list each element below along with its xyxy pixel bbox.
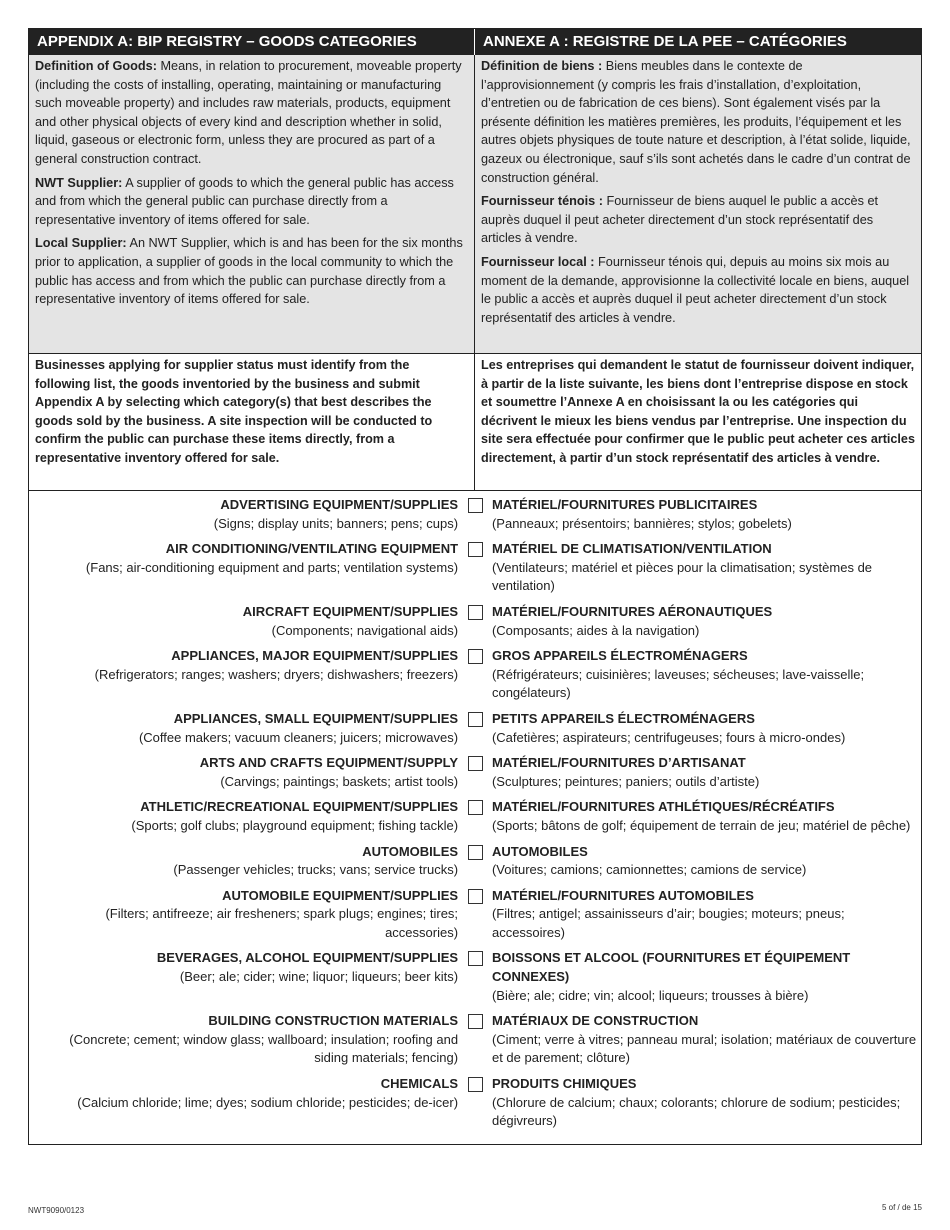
category-desc-fr: (Réfrigérateurs; cuisinières; laveuses; sécheuses; lave-vaisselle; congélateurs) [491, 666, 865, 701]
category-checkbox[interactable] [468, 712, 483, 727]
header-title-fr: ANNEXE A : REGISTRE DE LA PEE – CATÉGORIES [475, 29, 921, 55]
category-checkbox[interactable] [468, 756, 483, 771]
category-title-en: APPLIANCES, MAJOR EQUIPMENT/SUPPLIES [171, 648, 459, 664]
category-checkbox-cell [458, 754, 492, 771]
category-title-en: AUTOMOBILES [362, 843, 459, 859]
category-checkbox-cell [458, 710, 492, 727]
category-title-en: APPLIANCES, SMALL EQUIPMENT/SUPPLIES [173, 710, 459, 726]
category-en [29, 540, 458, 577]
category-desc-en: (Passenger vehicles; trucks; vans; service trucks) [173, 862, 459, 878]
category-checkbox[interactable] [468, 542, 483, 557]
category-desc-fr: (Bière; ale; cidre; vin; alcool; liqueurs; trousses à bière) [491, 987, 809, 1003]
category-en [29, 647, 458, 684]
category-en [29, 798, 458, 835]
category-en [29, 1075, 458, 1112]
page-number: 5 of / de 15 [881, 1203, 922, 1212]
definition-term: Local Supplier: [35, 236, 127, 251]
category-fr [492, 603, 921, 640]
definition-term: NWT Supplier: [35, 175, 123, 190]
category-fr [492, 798, 921, 835]
category-row [29, 798, 921, 835]
category-checkbox-cell [458, 496, 492, 513]
category-checkbox-cell [458, 949, 492, 966]
category-desc-en: (Beer; ale; cider; wine; liquor; liqueurs; beer kits) [179, 969, 459, 985]
category-row [29, 887, 921, 943]
definition-paragraph [481, 57, 915, 187]
category-checkbox[interactable] [468, 845, 483, 860]
category-fr [492, 1075, 921, 1131]
category-en [29, 496, 458, 533]
category-checkbox[interactable] [468, 498, 483, 513]
category-checkbox-cell [458, 1012, 492, 1029]
definitions-row [29, 55, 921, 353]
category-title-fr: PETITS APPAREILS ÉLECTROMÉNAGERS [491, 710, 755, 726]
category-en [29, 754, 458, 791]
definitions-en [29, 55, 475, 353]
category-checkbox-cell [458, 887, 492, 904]
category-title-en: BEVERAGES, ALCOHOL EQUIPMENT/SUPPLIES [156, 950, 459, 966]
category-en [29, 1012, 458, 1068]
definition-text: Fournisseur ténois qui, depuis au moins six mois au moment de la demande, approvisionne la collectivité locale en biens, auquel le public a accès et auprès duquel il peut acheter directement d’un stock représentatif des articles à vendre. [481, 254, 910, 325]
category-desc-en: (Components; navigational aids) [271, 622, 459, 638]
intro-en: Businesses applying for supplier status must identify from the following list, the goods inventoried by the business and submit Appendix A by selecting which category(s) that best describes the goods sold by the business. A site inspection will be conducted to confirm the public can purchase these items directly, from a representative inventory offered for sale. [29, 354, 475, 490]
category-desc-fr: (Sports; bâtons de golf; équipement de terrain de jeu; matériel de pêche) [491, 817, 911, 833]
category-checkbox-cell [458, 647, 492, 664]
category-desc-fr: (Panneaux; présentoirs; bannières; stylos; gobelets) [491, 515, 792, 531]
category-desc-en: (Sports; golf clubs; playground equipment; fishing tackle) [131, 817, 459, 833]
category-checkbox-cell [458, 540, 492, 557]
category-en [29, 949, 458, 986]
category-desc-en: (Filters; antifreeze; air fresheners; spark plugs; engines; tires; accessories) [105, 906, 459, 940]
category-fr [492, 496, 921, 533]
category-title-fr: MATÉRIEL/FOURNITURES ATHLÉTIQUES/RÉCRÉATIFS [491, 799, 835, 815]
intro-row [29, 353, 921, 491]
category-fr [492, 710, 921, 747]
category-fr [492, 540, 921, 596]
category-row [29, 710, 921, 747]
category-desc-en: (Calcium chloride; lime; dyes; sodium chloride; pesticides; de-icer) [77, 1094, 459, 1110]
category-fr [492, 949, 921, 1005]
category-row [29, 540, 921, 596]
definitions-fr [475, 55, 921, 353]
category-en [29, 710, 458, 747]
category-desc-fr: (Ventilateurs; matériel et pièces pour la climatisation; systèmes de ventilation) [491, 559, 873, 594]
definition-paragraph [35, 57, 468, 169]
category-list [29, 491, 921, 1144]
definition-paragraph [481, 253, 915, 327]
definition-text: An NWT Supplier, which is and has been for the six months prior to application, a supplier of goods in the local community to which the public has access and from which the public can purchase directly from a representative inventory of items offered for sale. [35, 236, 463, 307]
category-title-fr: MATÉRIEL/FOURNITURES AUTOMOBILES [491, 887, 754, 903]
category-title-en: BUILDING CONSTRUCTION MATERIALS [208, 1013, 459, 1029]
definition-text: A supplier of goods to which the general public has access and from which the general public can purchase directly from a representative inventory of items offered for sale. [35, 175, 454, 227]
category-desc-fr: (Cafetières; aspirateurs; centrifugeuses; fours à micro-ondes) [491, 729, 846, 745]
definition-text: Fournisseur de biens auquel le public a accès et auprès duquel il peut acheter directement d’un stock représentatif des articles à vendre. [481, 194, 879, 246]
category-checkbox[interactable] [468, 951, 483, 966]
category-title-en: AUTOMOBILE EQUIPMENT/SUPPLIES [222, 887, 459, 903]
category-checkbox-cell [458, 603, 492, 620]
category-title-fr: PRODUITS CHIMIQUES [491, 1076, 637, 1092]
category-desc-en: (Refrigerators; ranges; washers; dryers; dishwashers; freezers) [94, 666, 459, 682]
category-row [29, 496, 921, 533]
category-title-fr: GROS APPAREILS ÉLECTROMÉNAGERS [491, 648, 748, 664]
category-title-en: CHEMICALS [380, 1076, 459, 1092]
category-row [29, 647, 921, 703]
definition-term: Définition de biens : [481, 59, 603, 73]
category-checkbox[interactable] [468, 1014, 483, 1029]
category-desc-en: (Signs; display units; banners; pens; cups) [213, 515, 459, 531]
category-checkbox[interactable] [468, 649, 483, 664]
category-en [29, 843, 458, 880]
definition-text: Means, in relation to procurement, moveable property (including the costs of installing, operating, maintaining or manufacturing such moveable property) and includes raw materials, products, equipment and other physical objects of every kind and description whether in solid, liquid, gaseous or electronic form, unless they are procured as part of a general construction contract. [35, 59, 462, 166]
definition-paragraph [35, 234, 468, 308]
category-desc-en: (Coffee makers; vacuum cleaners; juicers; microwaves) [138, 729, 459, 745]
category-row [29, 1075, 921, 1131]
category-desc-fr: (Filtres; antigel; assainisseurs d’air; bougies; moteurs; pneus; accessoires) [491, 906, 845, 940]
category-fr [492, 1012, 921, 1068]
intro-fr: Les entreprises qui demandent le statut de fournisseur doivent indiquer, à partir de la liste suivante, les biens dont l’entreprise dispose en stock et soumettre l’Annexe A en choisissant la ou les catégories qui décrivent le mieux les biens vendus par l’entreprise. Une inspection du site sera effectuée pour confirmer que le public peut acheter ces articles directement, à partir d’un stock représentatif des articles à vendre. [481, 358, 915, 465]
category-title-en: AIRCRAFT EQUIPMENT/SUPPLIES [242, 603, 459, 619]
definition-text: Biens meubles dans le contexte de l’approvisionnement (y compris les frais d’installation, d’exploitation, d’entretien ou de fabrication de ces biens). Sont également visés par la présente définition les matières premières, les produits, l’équipement et les autres objets physiques de toute nature et description, à l’état solide, liquide, gazeux ou électronique, sauf s’ils sont achetés dans le cadre d’un contrat de construction général. [481, 59, 911, 185]
category-fr [492, 843, 921, 880]
category-checkbox[interactable] [468, 1077, 483, 1092]
category-desc-en: (Concrete; cement; window glass; wallboard; insulation; roofing and siding materials; fencing) [69, 1031, 459, 1066]
header-row [29, 29, 921, 55]
category-row [29, 1012, 921, 1068]
category-desc-en: (Carvings; paintings; baskets; artist tools) [220, 773, 459, 789]
definition-paragraph [481, 192, 915, 248]
category-checkbox[interactable] [468, 800, 483, 815]
category-desc-fr: (Composants; aides à la navigation) [491, 622, 700, 638]
category-checkbox-cell [458, 798, 492, 815]
category-fr [492, 647, 921, 703]
category-fr [492, 887, 921, 943]
category-title-fr: BOISSONS ET ALCOOL (FOURNITURES ET ÉQUIPEMENT CONNEXES) [491, 950, 851, 985]
form-code: NWT9090/0123 [28, 1206, 85, 1215]
category-title-fr: MATÉRIEL/FOURNITURES AÉRONAUTIQUES [491, 603, 773, 619]
category-row [29, 603, 921, 640]
category-desc-en: (Fans; air-conditioning equipment and parts; ventilation systems) [85, 559, 459, 575]
category-title-fr: AUTOMOBILES [491, 843, 588, 859]
category-checkbox-cell [458, 1075, 492, 1092]
category-checkbox[interactable] [468, 889, 483, 904]
category-title-fr: MATÉRIEL DE CLIMATISATION/VENTILATION [491, 541, 772, 557]
category-row [29, 843, 921, 880]
appendix-a-form [28, 28, 922, 1145]
category-title-en: ATHLETIC/RECREATIONAL EQUIPMENT/SUPPLIES [140, 799, 459, 815]
category-title-fr: MATÉRIAUX DE CONSTRUCTION [491, 1013, 699, 1029]
category-title-en: ADVERTISING EQUIPMENT/SUPPLIES [220, 497, 459, 512]
category-desc-fr: (Sculptures; peintures; paniers; outils d’artiste) [491, 773, 760, 789]
category-desc-fr: (Chlorure de calcium; chaux; colorants; chlorure de sodium; pesticides; dégivreurs) [491, 1094, 901, 1129]
category-row [29, 754, 921, 791]
category-en [29, 887, 458, 943]
category-desc-fr: (Ciment; verre à vitres; panneau mural; isolation; matériaux de couverture et de parement; clôture) [491, 1031, 917, 1066]
definition-term: Fournisseur ténois : [481, 194, 603, 209]
category-title-fr: MATÉRIEL/FOURNITURES PUBLICITAIRES [491, 497, 758, 512]
category-checkbox[interactable] [468, 605, 483, 620]
category-row [29, 949, 921, 1005]
header-title-en: APPENDIX A: BIP REGISTRY – GOODS CATEGORIES [29, 29, 475, 55]
category-en [29, 603, 458, 640]
category-checkbox-cell [458, 843, 492, 860]
definition-paragraph [35, 174, 468, 230]
category-title-en: AIR CONDITIONING/VENTILATING EQUIPMENT [165, 541, 459, 557]
category-title-fr: MATÉRIEL/FOURNITURES D’ARTISANAT [491, 755, 746, 771]
category-fr [492, 754, 921, 791]
category-desc-fr: (Voitures; camions; camionnettes; camions de service) [491, 862, 807, 878]
definition-term: Fournisseur local : [481, 254, 595, 269]
category-title-en: ARTS AND CRAFTS EQUIPMENT/SUPPLY [199, 755, 459, 771]
definition-term: Definition of Goods: [35, 59, 157, 73]
